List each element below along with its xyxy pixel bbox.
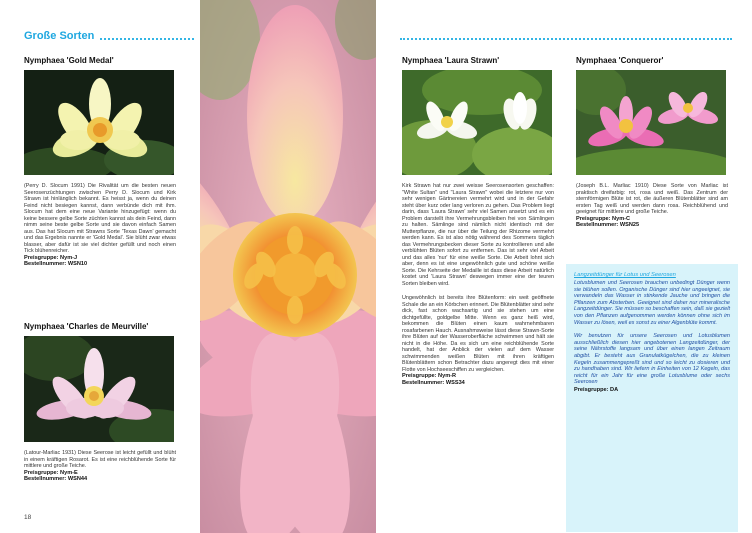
info-box-title: Langzeitdünger für Lotus und Seerosen [574,272,676,278]
page-number-left: 18 [24,514,32,521]
info-box-price-group: Preisgruppe: DA [574,386,619,393]
item-conqueror [576,56,728,229]
info-box-text-2: Wir benutzen für unsere Seerosen und Lotusblumen ausschließlich diesen hier angebotenen Langzeitdünger, der seine Nährstoffe langsam und über einen langen Zeitraum abgibt. Er besteht aus Granulatkügelchen, die zu kleinen Kegeln zusammengepreßt sind und so leicht zu dosieren und zu handhaben sind. Wir liefern in Einheiten von 12 Kegeln, das reicht für ein Jahr für eine große Lotusblume oder sechs Seerosen [574,333,730,386]
fertilizer-info-box [566,264,738,532]
item-gold-medal [24,56,176,268]
item-charles [24,322,176,483]
price-group-charles: Preisgruppe: Nym-E [24,469,78,476]
photo-laura [402,70,552,175]
text-gold-medal: (Perry D. Slocum 1991) Die Rivalität um die besten neuen Seerosenzüchtungen zwischen Perry D. Slocum und Kirk Strawn ist hinlänglich bekannt. Es heisst ja, wenn du deinen Feind nicht besiegen kannst, dann verbünde dich mit ihm. Slocum hat dem eine neue Variante hinzugefügt: wenn du keine bessere gelbe Sorte züchten kannst als dein Feind, dann nimm seine beste gelbe Sorte und sie davon einfach Samen aus. Das hat Slocum mit Strawns Sorte 'Texas Dawn' gemacht und das Ergebnis nannte er 'Gold Medal'. Sie blüht zwar etwas blasser, aber dafür ist sie viel dichter gefüllt und noch einen Tick blühenreicher. [24,183,176,254]
price-group-conqueror: Preisgruppe: Nym-C [576,215,631,222]
item-laura [402,56,554,387]
text-laura-2: Ungewöhnlich ist bereits ihre Blütenform: ein weit geöffnete Schale die an ein Körbchen erinnert. Die Blütenblätter sind sehr dick, fast schon wachsartig und sie stehen um eine dichtgefüllte, goldgelbe Mitte. Wenn es ganz heiß wird, bekommen die Blüten einen kaum wahrnehmbaren rosafarbenen Hauch. Ausnahmsweise lässt diese Strawn-Sorte ihre Blüten auf der Wasseroberfläche schwimmen und hält sie nicht in die Höhe. Da es sich um eine reichblühende Sorte handelt, hat der Anblick der vielen auf dem Wasser schwimmenden weißen Blüten mit ihren kräftigen Blütenblättern schon Betrachter dazu angeregt dies mit einer Flotte von Hochseeschiffen zu vergleichen. [402,295,554,373]
photo-large-lotus [200,0,376,533]
photo-conqueror [576,70,726,175]
price-group-laura: Preisgruppe: Nym-R [402,373,457,379]
item-title-charles: Nymphaea 'Charles de Meurville' [24,322,149,331]
order-number-conqueror: Bestellnummer: WSN25 [576,222,640,229]
text-charles: (Latour-Marliac 1931) Diese Seerose ist leicht gefüllt und blüht in einem kräftigen Rosarot. Es ist eine reichblühende Sorte für mittlere und große Teiche. [24,450,176,469]
header-rule-right [400,38,732,40]
text-laura-1: Kirk Strawn hat nur zwei weisse Seerosensorten geschaffen: "White Sultan" und "Laura Strawn" wobei die letztere nur von sehr wenigen Gärtnereien vermehrt wird und in der Gefahr steht über kurz oder lang verloren zu gehen. Das Problem liegt darin, dass 'Laura Strawn' sehr viel Samen ansetzt und es ein Problem darstellt ihre Vermehrungsbleiben frei von Sämlingen zu halten. Sämlinge sind nämlich nicht identisch mit der Mutterpflanze, die nur über die Teilung der Rhizome vermehrt werden kann. Es ist also nötig während des Sommers täglich das Vermehrungsbecken dieser Sorte zu kontrollieren und alle verblühten Blüten sofort zu entfernen. Das ist sehr viel Arbeit und das alles 'nur' für eine weiße Sorte. Die Arbeit lohnt sich aber, denn es ist eine ungewöhnlich gute und schöne weiße Sorte. Die Kehrseite der Medaille ist dass diese Arbeit natürlich kostet und 'Laura Strawn' deswegen immer eine der teuren Sorten bleiben wird. [402,183,554,287]
photo-charles [24,336,174,442]
info-box-text-1: Lotusblumen und Seerosen brauchen unbedingt Dünger wenn sie blühen sollen. Organische Dünger sind hier ungeeignet, sie verwandeln das Wasser in stinkende Jauche und bringen die Pflanzen zum Absterben. Geeignet sind daher nur mineralische Langzeitdünger. Sie müssen so beschaffen sein, daß sie gezielt von den Pflanzen aufgenommen werden können ohne sich im Wasser zu lösen, weil es sonst zu einer Algenblüte kommt. [574,280,730,326]
order-number-laura: Bestellnummer: WSS34 [402,379,465,386]
item-title-conqueror: Nymphaea 'Conqueror' [576,56,664,65]
item-title-laura: Nymphaea 'Laura Strawn' [402,56,500,65]
order-number-charles: Bestellnummer: WSN44 [24,476,88,483]
section-title: Große Sorten [24,30,95,42]
text-conqueror: (Joseph B.L. Marliac 1910) Diese Sorte von Marliac ist praktisch dreifarbig: rot, rosa und weiß. Das Zentrum der sternförmigen Blüte ist rot, die äußeren Blütenblätter sind am ersten Tag weiß und werden dann rosa. Reichblühend und geeignet für mittlere und große Teiche. [576,183,728,215]
item-title-gold-medal: Nymphaea 'Gold Medal' [24,56,114,65]
order-number-gold-medal: Bestellnummer: WSN10 [24,261,88,268]
photo-gold-medal [24,70,174,175]
price-group-gold-medal: Preisgruppe: Nym-J [24,254,78,261]
header-rule-left [100,38,194,40]
